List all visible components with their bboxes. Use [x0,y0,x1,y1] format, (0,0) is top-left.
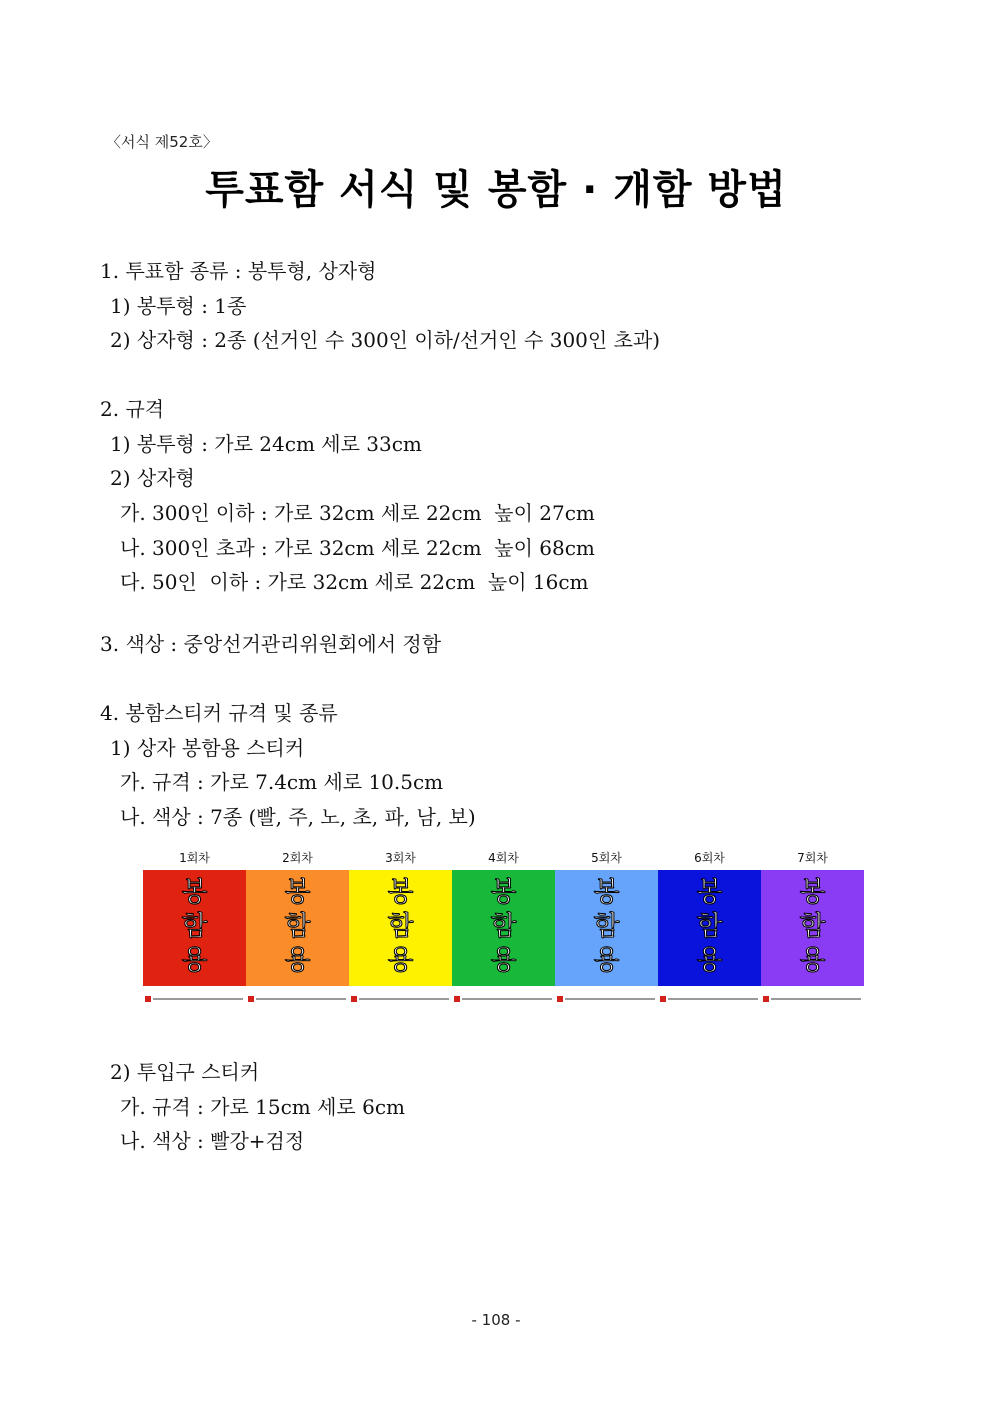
logo-mark-icon [763,996,769,1002]
sticker [143,845,246,1011]
sticker [761,845,864,1011]
sticker-footer [351,996,450,1002]
sticker [349,845,452,1011]
sticker-round-label: 7회차 [797,851,828,865]
sticker-char: 용 [284,945,311,976]
logo-mark-icon [454,996,460,1002]
logo-mark-icon [248,996,254,1002]
sticker-char: 함 [181,911,208,942]
section-2-sub-3: 다. 50인 이하 : 가로 32cm 세로 22cm 높이 16cm [120,570,589,594]
page-number: - 108 - [471,1311,521,1329]
sticker-band [761,870,864,986]
sticker-char: 함 [799,911,826,942]
sticker-char: 용 [593,945,620,976]
form-number: 〈서식 제52호〉 [106,133,218,151]
sticker-strip [143,845,865,1011]
sticker-char: 봉 [696,877,723,908]
sticker-footer [248,996,347,1002]
sticker-char: 용 [490,945,517,976]
logo-mark-icon [145,996,151,1002]
section-2-item-1: 1) 봉투형 : 가로 24cm 세로 33cm [110,432,422,456]
sticker-round-label: 5회차 [591,851,622,865]
page-title: 투표함 서식 및 봉함 · 개함 방법 [205,167,787,213]
logo-mark-icon [660,996,666,1002]
sticker-footer [660,996,759,1002]
sticker-band [143,870,246,986]
section-2-sub-2: 나. 300인 초과 : 가로 32cm 세로 22cm 높이 68cm [120,536,595,560]
section-4-heading: 4. 봉함스티커 규격 및 종류 [100,701,338,725]
logo-mark-icon [351,996,357,1002]
section-2-heading: 2. 규격 [100,397,165,421]
fine-print [462,998,552,1000]
sticker-round-label: 1회차 [179,851,210,865]
sticker-band [452,870,555,986]
sticker-char: 봉 [799,877,826,908]
sticker-footer [557,996,656,1002]
sticker [658,845,761,1011]
section-2-sub-1: 가. 300인 이하 : 가로 32cm 세로 22cm 높이 27cm [120,501,595,525]
sticker-char: 함 [593,911,620,942]
section-3-heading: 3. 색상 : 중앙선거관리위원회에서 정함 [100,632,442,656]
slot-sticker-color: 나. 색상 : 빨강+검정 [120,1129,305,1153]
section-2-item-2: 2) 상자형 [110,466,195,490]
sticker-char: 용 [696,945,723,976]
sticker [555,845,658,1011]
sticker-footer [454,996,553,1002]
sticker-char: 용 [387,945,414,976]
sticker-round-label: 4회차 [488,851,519,865]
section-1-heading: 1. 투표함 종류 : 봉투형, 상자형 [100,259,377,283]
slot-sticker-size: 가. 규격 : 가로 15cm 세로 6cm [120,1095,405,1119]
sticker-band [246,870,349,986]
sticker-footer [145,996,244,1002]
sticker-band [555,870,658,986]
sticker-band [658,870,761,986]
sticker [452,845,555,1011]
sticker-char: 함 [284,911,311,942]
sticker-band [349,870,452,986]
fine-print [153,998,243,1000]
logo-mark-icon [557,996,563,1002]
sticker-char: 함 [387,911,414,942]
sticker-round-label: 2회차 [282,851,313,865]
sticker-char: 함 [490,911,517,942]
section-1-item-1: 1) 봉투형 : 1종 [110,294,247,318]
slot-sticker-label: 2) 투입구 스티커 [110,1060,260,1084]
sticker-char: 용 [181,945,208,976]
sticker-char: 봉 [181,877,208,908]
fine-print [565,998,655,1000]
fine-print [668,998,758,1000]
sticker-char: 용 [799,945,826,976]
section-1-item-2: 2) 상자형 : 2종 (선거인 수 300인 이하/선거인 수 300인 초과) [110,328,661,352]
box-sticker-color: 나. 색상 : 7종 (빨, 주, 노, 초, 파, 남, 보) [120,805,476,829]
sticker [246,845,349,1011]
sticker-char: 봉 [490,877,517,908]
fine-print [359,998,449,1000]
sticker-round-label: 3회차 [385,851,416,865]
sticker-char: 봉 [387,877,414,908]
sticker-char: 봉 [284,877,311,908]
sticker-footer [763,996,862,1002]
sticker-round-label: 6회차 [694,851,725,865]
fine-print [771,998,861,1000]
sticker-char: 함 [696,911,723,942]
sticker-char: 봉 [593,877,620,908]
box-sticker-label: 1) 상자 봉함용 스티커 [110,736,305,760]
fine-print [256,998,346,1000]
box-sticker-size: 가. 규격 : 가로 7.4cm 세로 10.5cm [120,770,444,794]
